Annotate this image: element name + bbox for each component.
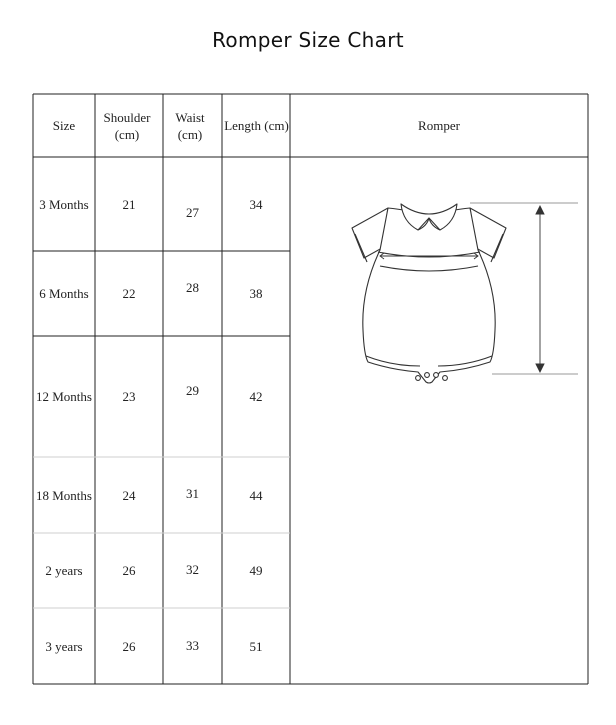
row-3-size: 12 Months xyxy=(36,389,92,404)
romper-garment-icon xyxy=(340,190,585,390)
row-3-waist: 29 xyxy=(186,383,199,398)
row-3-length: 42 xyxy=(249,389,263,404)
row-6-waist: 33 xyxy=(186,637,199,653)
row-6-shoulder: 26 xyxy=(122,638,136,654)
row-2-size: 6 Months xyxy=(39,286,89,301)
row-1-length: 34 xyxy=(249,196,263,212)
row-4-length: 44 xyxy=(249,487,263,503)
row-3-shoulder: 23 xyxy=(122,389,136,404)
header-waist: Waist (cm) xyxy=(175,109,205,142)
row-4-waist: 31 xyxy=(186,485,199,501)
row-2-length: 38 xyxy=(249,286,263,301)
header-length: Length (cm) xyxy=(224,118,289,133)
header-romper: Romper xyxy=(418,118,460,133)
header-size: Size xyxy=(52,118,76,133)
row-2-shoulder: 22 xyxy=(122,286,136,301)
row-6-size: 3 years xyxy=(45,638,83,654)
page-title: Romper Size Chart xyxy=(212,28,404,52)
row-5-length: 49 xyxy=(249,563,263,578)
row-4-size: 18 Months xyxy=(36,487,92,503)
row-2-waist: 28 xyxy=(186,280,199,295)
row-5-waist: 32 xyxy=(186,562,199,577)
row-6-length: 51 xyxy=(249,638,263,654)
row-1-waist: 27 xyxy=(186,204,199,220)
row-4-shoulder: 24 xyxy=(122,487,136,503)
row-1-size: 3 Months xyxy=(39,196,89,212)
header-shoulder: Shoulder (cm) xyxy=(103,109,151,142)
row-1-shoulder: 21 xyxy=(122,196,136,212)
row-5-shoulder: 26 xyxy=(122,563,136,578)
row-5-size: 2 years xyxy=(45,563,83,578)
